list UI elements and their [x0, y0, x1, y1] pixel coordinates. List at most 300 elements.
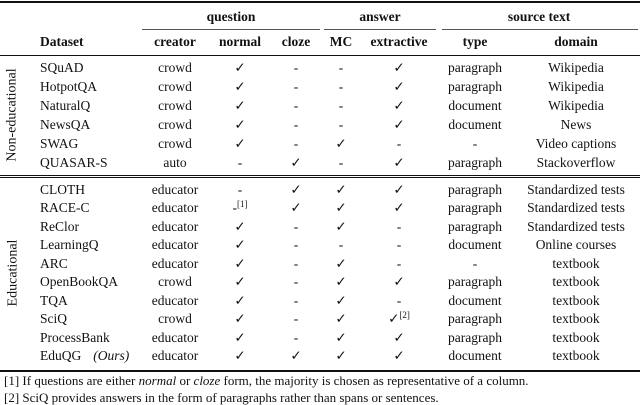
- type-value: paragraph: [448, 274, 502, 290]
- creator-value: educator: [151, 329, 199, 345]
- cell-domain: [512, 291, 640, 310]
- domain-value: Wikipedia: [548, 60, 604, 75]
- dataset-value: QUASAR-S: [40, 155, 108, 170]
- cell-type: [438, 115, 512, 134]
- cell-mc: [322, 236, 360, 255]
- cell-creator: [140, 153, 210, 172]
- cell-cloze: [270, 236, 322, 255]
- cell-mc: [322, 199, 360, 218]
- domain-value: Stackoverflow: [536, 155, 616, 170]
- extractive-value: -: [396, 237, 402, 253]
- cell-domain: [512, 254, 640, 273]
- cell-creator: [140, 328, 210, 347]
- cell-type: [438, 291, 512, 310]
- type-value: paragraph: [448, 218, 502, 234]
- cloze-value: ✓: [290, 155, 302, 170]
- cloze-value: -: [293, 117, 299, 132]
- mc-value: ✓: [335, 181, 347, 197]
- cell-cloze: [270, 347, 322, 366]
- cell-normal: [210, 291, 270, 310]
- header-creator: creator: [154, 33, 196, 49]
- section-educational: [0, 180, 640, 365]
- normal-value: ✓: [234, 117, 246, 132]
- cell-dataset: [30, 273, 140, 292]
- cell-dataset: [30, 328, 140, 347]
- cell-extractive: [360, 180, 438, 199]
- answer-underline: [324, 29, 436, 30]
- cell-mc: [322, 310, 360, 329]
- header-dataset: Dataset: [40, 33, 84, 49]
- cell-extractive: [360, 236, 438, 255]
- domain-value: News: [560, 117, 592, 132]
- cell-type: [438, 199, 512, 218]
- cell-cloze: [270, 199, 322, 218]
- footnote-marker: [2]: [399, 310, 410, 321]
- dataset-value: SQuAD: [40, 60, 84, 75]
- cell-creator: [140, 77, 210, 96]
- cell-extractive: [360, 254, 438, 273]
- cell-domain: [512, 328, 640, 347]
- cell-normal: [210, 199, 270, 218]
- extractive-value: -: [396, 136, 402, 151]
- cell-creator: [140, 199, 210, 218]
- group-source-text: source text: [507, 8, 571, 24]
- table-row: [0, 310, 640, 329]
- table-row: [0, 115, 640, 134]
- cell-cloze: [270, 134, 322, 153]
- creator-value: educator: [151, 292, 199, 308]
- extractive-value: ✓: [393, 117, 405, 132]
- cell-normal: [210, 254, 270, 273]
- dataset-value: SciQ: [40, 311, 67, 327]
- domain-value: textbook: [552, 274, 600, 290]
- cell-mc: [322, 153, 360, 172]
- cell-normal: [210, 236, 270, 255]
- cloze-value: -: [293, 60, 299, 75]
- normal-value: ✓: [234, 136, 246, 151]
- cell-mc: [322, 77, 360, 96]
- cell-type: [438, 96, 512, 115]
- normal-value: ✓: [234, 237, 246, 253]
- normal-value: ✓: [234, 292, 246, 308]
- dataset-value: NaturalQ: [40, 98, 91, 113]
- section-label-text: Non-educational: [5, 68, 21, 162]
- cloze-value: -: [293, 329, 299, 345]
- cell-domain: [512, 310, 640, 329]
- cell-normal: [210, 115, 270, 134]
- dataset-value: OpenBookQA: [40, 274, 118, 290]
- cell-dataset: [30, 236, 140, 255]
- cell-domain: [512, 58, 640, 77]
- cell-normal: [210, 77, 270, 96]
- normal-value: ✓: [234, 329, 246, 345]
- extractive-value: ✓: [393, 98, 405, 113]
- cell-type: [438, 236, 512, 255]
- normal-value: -: [232, 200, 237, 216]
- header-rule: [0, 55, 640, 56]
- cell-cloze: [270, 180, 322, 199]
- dataset-value: ProcessBank: [40, 329, 110, 345]
- cell-normal: [210, 96, 270, 115]
- cell-creator: [140, 217, 210, 236]
- footnote-text: [1] If questions are either: [4, 373, 139, 388]
- cell-normal: [210, 328, 270, 347]
- footnote-text: or: [176, 373, 194, 388]
- ours-note: (Ours): [93, 348, 130, 364]
- creator-value: educator: [151, 348, 199, 364]
- type-value: document: [448, 348, 502, 364]
- normal-value: ✓: [234, 79, 246, 94]
- cloze-value: ✓: [290, 181, 302, 197]
- cell-extractive: [360, 347, 438, 366]
- type-value: document: [448, 117, 502, 132]
- normal-value: ✓: [234, 98, 246, 113]
- cell-type: [438, 347, 512, 366]
- mc-value: -: [338, 60, 344, 75]
- extractive-value: ✓: [393, 348, 405, 364]
- table-row: [0, 347, 640, 366]
- section-rule-bottom: [0, 177, 640, 178]
- cell-creator: [140, 310, 210, 329]
- cell-mc: [322, 217, 360, 236]
- cell-type: [438, 328, 512, 347]
- cloze-value: -: [293, 218, 299, 234]
- cell-creator: [140, 273, 210, 292]
- type-value: -: [472, 255, 478, 271]
- type-value: paragraph: [448, 200, 502, 216]
- cell-creator: [140, 58, 210, 77]
- normal-value: ✓: [234, 348, 246, 364]
- domain-value: Standardized tests: [527, 218, 625, 234]
- footnote-marker: [1]: [237, 199, 248, 210]
- type-value: document: [448, 237, 502, 253]
- mc-value: -: [338, 237, 344, 253]
- section-label-non-educational: [0, 58, 26, 172]
- cell-domain: [512, 134, 640, 153]
- cell-mc: [322, 58, 360, 77]
- cloze-value: -: [293, 98, 299, 113]
- table-row: [0, 58, 640, 77]
- footnote-1: [4, 373, 529, 388]
- dataset-value: CLOTH: [40, 181, 85, 197]
- comparison-table: [0, 5, 640, 55]
- footnote-italic: cloze: [193, 373, 221, 388]
- creator-value: auto: [163, 155, 187, 170]
- creator-value: educator: [151, 200, 199, 216]
- cell-normal: [210, 310, 270, 329]
- cell-dataset: [30, 153, 140, 172]
- cell-creator: [140, 115, 210, 134]
- cell-domain: [512, 199, 640, 218]
- cell-type: [438, 217, 512, 236]
- type-value: paragraph: [448, 155, 502, 170]
- extractive-value: ✓: [393, 181, 405, 197]
- dataset-value: ReClor: [40, 218, 79, 234]
- creator-value: educator: [151, 255, 199, 271]
- cell-dataset: [30, 310, 140, 329]
- creator-value: crowd: [158, 311, 192, 327]
- top-rule: [0, 1, 640, 3]
- footnote-italic: normal: [138, 373, 177, 388]
- cell-extractive: [360, 273, 438, 292]
- cloze-value: -: [293, 136, 299, 151]
- domain-value: textbook: [552, 292, 600, 308]
- cell-extractive: [360, 58, 438, 77]
- cloze-value: ✓: [290, 348, 302, 364]
- dataset-value: NewsQA: [40, 117, 91, 132]
- cell-normal: [210, 180, 270, 199]
- table-row: [0, 291, 640, 310]
- mc-value: ✓: [335, 274, 347, 290]
- domain-value: Standardized tests: [527, 200, 625, 216]
- cell-dataset: [30, 254, 140, 273]
- cell-cloze: [270, 96, 322, 115]
- extractive-value: -: [396, 255, 402, 271]
- type-value: paragraph: [448, 60, 502, 75]
- cell-dataset: [30, 217, 140, 236]
- section-label-text: Educational: [5, 239, 20, 306]
- cell-dataset: [30, 180, 140, 199]
- cell-cloze: [270, 153, 322, 172]
- cell-dataset: [30, 115, 140, 134]
- cell-normal: [210, 217, 270, 236]
- cell-mc: [322, 328, 360, 347]
- cell-cloze: [270, 77, 322, 96]
- cell-dataset: [30, 58, 140, 77]
- source-underline: [442, 29, 638, 30]
- normal-value: ✓: [234, 255, 246, 271]
- cell-type: [438, 77, 512, 96]
- cell-type: [438, 180, 512, 199]
- cell-extractive: [360, 328, 438, 347]
- cell-extractive: [360, 310, 438, 329]
- mc-value: ✓: [335, 136, 347, 151]
- cell-mc: [322, 180, 360, 199]
- mc-value: ✓: [335, 200, 347, 216]
- cloze-value: -: [293, 274, 299, 290]
- section-label-educational: [0, 180, 26, 365]
- group-header-row: [0, 5, 640, 27]
- cell-cloze: [270, 58, 322, 77]
- normal-value: -: [237, 181, 243, 197]
- cell-creator: [140, 180, 210, 199]
- footnote-2: [2] SciQ provides answers in the form of paragraphs rather than spans or sentences.: [4, 390, 439, 405]
- cell-mc: [322, 115, 360, 134]
- header-type: type: [462, 33, 488, 49]
- table-row: [0, 273, 640, 292]
- mc-value: ✓: [335, 255, 347, 271]
- cell-extractive: [360, 291, 438, 310]
- mc-value: ✓: [335, 329, 347, 345]
- question-underline: [142, 29, 320, 30]
- cell-mc: [322, 96, 360, 115]
- cell-type: [438, 310, 512, 329]
- cell-dataset: [30, 96, 140, 115]
- table-row: [0, 217, 640, 236]
- type-value: paragraph: [448, 181, 502, 197]
- cloze-value: -: [293, 255, 299, 271]
- cell-dataset: [30, 199, 140, 218]
- cloze-value: -: [293, 237, 299, 253]
- mc-value: -: [338, 117, 344, 132]
- type-value: paragraph: [448, 329, 502, 345]
- domain-value: textbook: [552, 329, 600, 345]
- extractive-value: -: [396, 218, 402, 234]
- cell-extractive: [360, 199, 438, 218]
- mc-value: -: [338, 79, 344, 94]
- domain-value: textbook: [552, 311, 600, 327]
- cell-creator: [140, 254, 210, 273]
- cell-domain: [512, 153, 640, 172]
- cell-dataset: [30, 347, 140, 366]
- header-domain: domain: [554, 33, 598, 49]
- creator-value: educator: [151, 237, 199, 253]
- cell-domain: [512, 347, 640, 366]
- dataset-value: LearningQ: [40, 237, 99, 253]
- type-value: paragraph: [448, 79, 502, 94]
- cell-cloze: [270, 273, 322, 292]
- table-row: [0, 96, 640, 115]
- cell-cloze: [270, 291, 322, 310]
- cell-domain: [512, 180, 640, 199]
- extractive-value: ✓: [393, 200, 405, 216]
- dataset-value: SWAG: [40, 136, 79, 151]
- cell-normal: [210, 58, 270, 77]
- cell-domain: [512, 217, 640, 236]
- cell-type: [438, 254, 512, 273]
- table-row: [0, 153, 640, 172]
- cell-extractive: [360, 217, 438, 236]
- mc-value: ✓: [335, 292, 347, 308]
- header-extractive: extractive: [370, 33, 428, 49]
- cell-creator: [140, 236, 210, 255]
- cell-extractive: [360, 134, 438, 153]
- dataset-value: EduQG: [40, 348, 82, 364]
- cell-domain: [512, 273, 640, 292]
- cell-cloze: [270, 115, 322, 134]
- domain-value: Wikipedia: [548, 98, 604, 113]
- cell-extractive: [360, 77, 438, 96]
- cell-normal: [210, 134, 270, 153]
- table-row: [0, 254, 640, 273]
- cell-type: [438, 58, 512, 77]
- extractive-value: ✓: [393, 79, 405, 94]
- domain-value: Standardized tests: [527, 181, 625, 197]
- cell-normal: [210, 153, 270, 172]
- cell-normal: [210, 347, 270, 366]
- type-value: document: [448, 292, 502, 308]
- cell-type: [438, 273, 512, 292]
- header-mc: MC: [329, 33, 353, 49]
- cell-extractive: [360, 153, 438, 172]
- cell-cloze: [270, 328, 322, 347]
- creator-value: crowd: [158, 98, 192, 113]
- normal-value: ✓: [234, 60, 246, 75]
- extractive-value: ✓: [393, 274, 405, 290]
- cloze-value: -: [293, 292, 299, 308]
- cell-dataset: [30, 77, 140, 96]
- mc-value: -: [338, 155, 344, 170]
- dataset-value: RACE-C: [40, 200, 90, 216]
- cell-normal: [210, 273, 270, 292]
- table-row: [0, 199, 640, 218]
- creator-value: crowd: [158, 79, 192, 94]
- cell-dataset: [30, 291, 140, 310]
- cell-mc: [322, 273, 360, 292]
- cell-creator: [140, 96, 210, 115]
- group-question: question: [206, 8, 256, 24]
- domain-value: textbook: [552, 348, 600, 364]
- domain-value: Wikipedia: [548, 79, 604, 94]
- header-normal: normal: [219, 33, 261, 49]
- domain-value: textbook: [552, 255, 600, 271]
- normal-value: ✓: [234, 311, 246, 327]
- normal-value: -: [237, 155, 243, 170]
- normal-value: ✓: [234, 274, 246, 290]
- section-rule-top: [0, 175, 640, 176]
- section-non-educational: [0, 58, 640, 172]
- normal-value: ✓: [234, 218, 246, 234]
- cell-domain: [512, 77, 640, 96]
- table-row: [0, 77, 640, 96]
- cell-creator: [140, 347, 210, 366]
- cell-cloze: [270, 310, 322, 329]
- table-row: [0, 236, 640, 255]
- cloze-value: -: [293, 79, 299, 94]
- extractive-value: ✓: [393, 155, 405, 170]
- cell-type: [438, 134, 512, 153]
- dataset-value: TQA: [40, 292, 68, 308]
- type-value: document: [448, 98, 502, 113]
- cell-mc: [322, 254, 360, 273]
- creator-value: crowd: [158, 136, 192, 151]
- creator-value: crowd: [158, 117, 192, 132]
- cell-domain: [512, 115, 640, 134]
- cell-creator: [140, 291, 210, 310]
- type-value: paragraph: [448, 311, 502, 327]
- group-answer: answer: [359, 8, 401, 24]
- extractive-value: ✓: [393, 60, 405, 75]
- cell-creator: [140, 134, 210, 153]
- mc-value: ✓: [335, 311, 347, 327]
- table-row: [0, 328, 640, 347]
- cell-mc: [322, 291, 360, 310]
- header-cloze: cloze: [281, 33, 311, 49]
- type-value: -: [472, 136, 478, 151]
- cell-extractive: [360, 96, 438, 115]
- mc-value: ✓: [335, 348, 347, 364]
- domain-value: Online courses: [535, 237, 617, 253]
- mc-value: -: [338, 98, 344, 113]
- dataset-value: ARC: [40, 255, 68, 271]
- creator-value: educator: [151, 181, 199, 197]
- creator-value: crowd: [158, 60, 192, 75]
- creator-value: educator: [151, 218, 199, 234]
- cell-mc: [322, 347, 360, 366]
- table-row: [0, 134, 640, 153]
- cell-extractive: [360, 115, 438, 134]
- mc-value: ✓: [335, 218, 347, 234]
- bottom-rule: [0, 370, 640, 372]
- cloze-value: ✓: [290, 200, 302, 216]
- cell-cloze: [270, 254, 322, 273]
- cloze-value: -: [293, 311, 299, 327]
- dataset-value: HotpotQA: [40, 79, 97, 94]
- cell-mc: [322, 134, 360, 153]
- cell-domain: [512, 236, 640, 255]
- domain-value: Video captions: [535, 136, 617, 151]
- extractive-value: ✓: [393, 329, 405, 345]
